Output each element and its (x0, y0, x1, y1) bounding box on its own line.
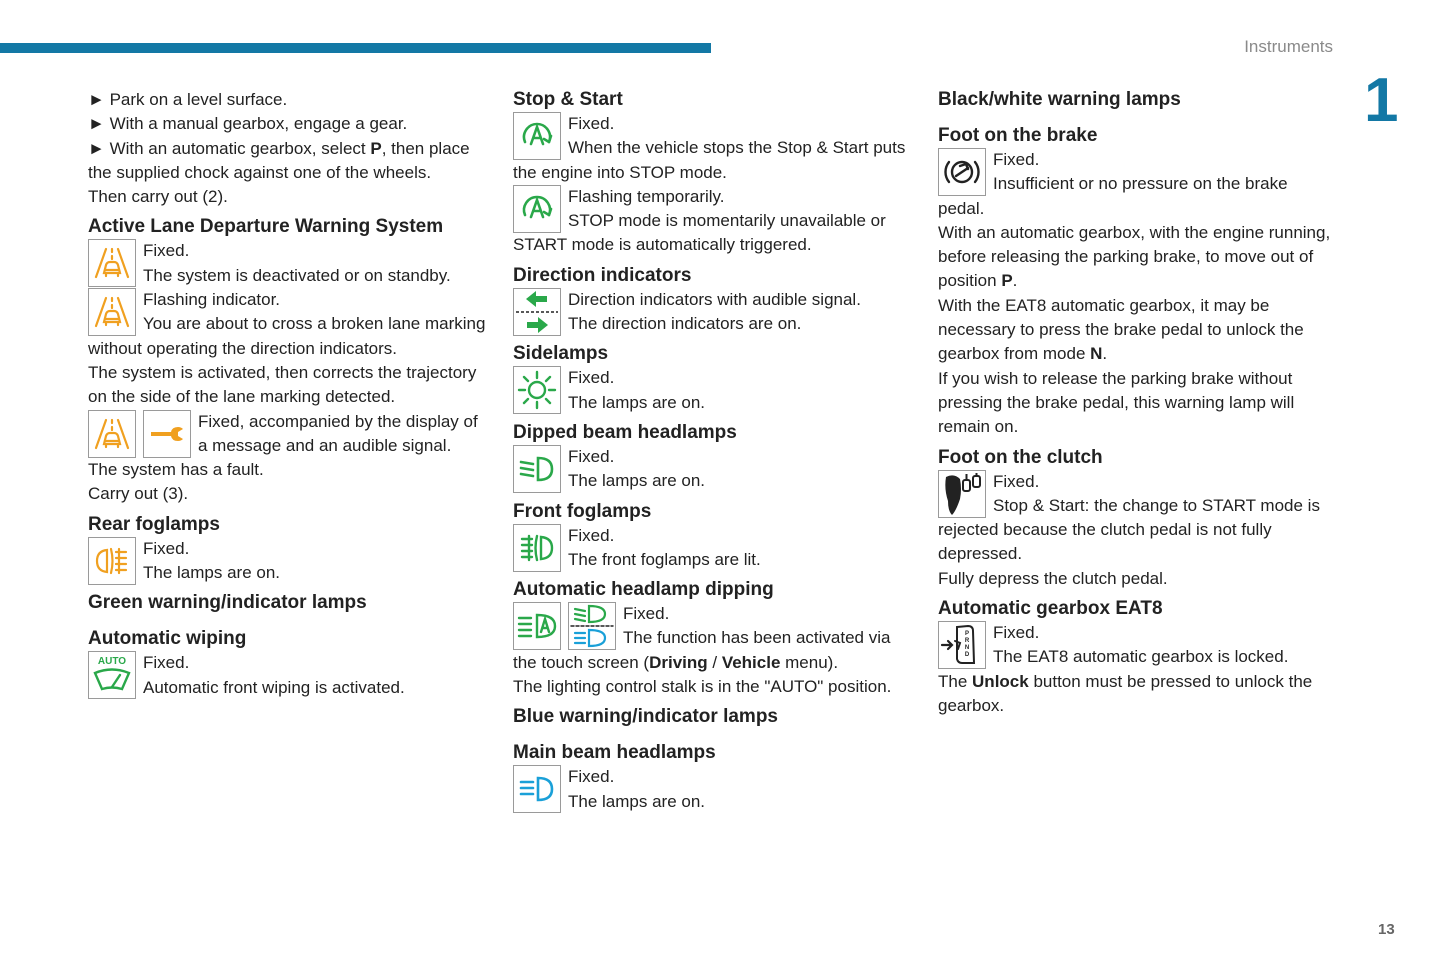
wrench-service-icon (143, 410, 191, 458)
lamp-automatic-wiping: AUTO Fixed. Automatic front wiping is activated. (88, 651, 488, 700)
stop-start-icon (513, 112, 561, 160)
lamp-stop-start-flashing: Flashing temporarily. STOP mode is momentarily unavailable or START mode is automatically triggered. (513, 186, 886, 255)
heading-front-foglamps: Front foglamps (513, 500, 652, 522)
lamp-aldws-flashing: Flashing indicator. You are about to cross a broken lane marking without operating the direction indicators. (88, 290, 486, 358)
heading-foot-brake: Foot on the brake (938, 125, 1098, 146)
header-accent-bar (0, 43, 711, 53)
heading-aldws: Active Lane Departure Warning System (88, 216, 444, 238)
heading-automatic-headlamp-dipping: Automatic headlamp dipping (513, 579, 774, 601)
lamp-stop-start-fixed: Fixed. When the vehicle stops the Stop & Start puts the engine into STOP mode. (513, 114, 906, 182)
gear-letter-p: P (964, 631, 970, 638)
heading-sidelamps: Sidelamps (513, 343, 609, 365)
heading-stop-start: Stop & Start (513, 89, 623, 110)
lamp-front-foglamps: Fixed. The front foglamps are lit. (513, 524, 908, 573)
gear-letter-n: N (964, 645, 970, 652)
chapter-number: 1 (1364, 66, 1399, 135)
heading-eat8: Automatic gearbox EAT8 (938, 598, 1163, 620)
beam-switch-icon (568, 602, 616, 650)
clutch-pedal-icon (938, 470, 986, 518)
lane-departure-icon (88, 288, 136, 336)
heading-bw-lamps: Black/white warning lamps (938, 89, 1181, 110)
step-3: ► With an automatic gearbox, select P, then place the supplied chock against one of the wheels. (88, 138, 470, 182)
heading-dipped-beam: Dipped beam headlamps (513, 421, 737, 443)
gear-selector-icon (938, 621, 986, 669)
lamp-foot-brake: Fixed. Insufficient or no pressure on the brake pedal. (938, 150, 1288, 218)
column-2: Stop & Start Fixed. When the vehicle stops the Stop & Start puts the engine into STOP mode. Flashing temporarily. STOP mode is momentarily unavailable or START mode is automatically triggered. Direction indicators Direction indicators with audible signal. The direction indicators are on. Sidelamps Fixed. The lamps are on. Dipped beam headlamps Fixed. The lamps are on. Front foglamps Fixed. The front foglamps are lit. Automatic headlamp dipping Fixed. The function has been activated via the touch screen (Driving / Vehicle menu). The lighting control stalk is in the "AUTO" position. Blue warning/indicator lamps Main beam headlamps Fixed. The lamps are on. (513, 88, 908, 814)
gear-letter-d: D (964, 652, 970, 659)
rear-foglamp-icon (88, 537, 136, 585)
auto-wiper-icon (88, 651, 136, 699)
page-number: 13 (1378, 921, 1395, 938)
heading-green-lamps: Green warning/indicator lamps (88, 592, 367, 614)
lamp-foot-clutch: Fixed. Stop & Start: the change to START mode is rejected because the clutch pedal is not fully depressed. (938, 471, 1320, 564)
column-3: Black/white warning lamps Foot on the brake Fixed. Insufficient or no pressure on the brake pedal. With an automatic gearbox, with the engine running, before releasing the parking brake, to move out of position P. With the EAT8 automatic gearbox, it may be necessary to press the brake pedal to unlock the gearbox from mode N. If you wish to release the parking brake without pressing the brake pedal, this warning lamp will remain on. Foot on the clutch Fixed. Stop & Start: the change to START mode is rejected because the clutch pedal is not fully depressed. Fully depress the clutch pedal. Automatic gearbox EAT8 P R N D Fixed. The EAT8 automatic gearbox is locked. The Unlock button must be pressed to unlock the gearbox. (938, 88, 1338, 718)
heading-automatic-wiping: Automatic wiping (88, 628, 247, 650)
column-1: ► Park on a level surface. ► With a manual gearbox, engage a gear. ► With an automatic gearbox, select P, then place the supplied chock against one of the wheels. Then carry out (2). Active Lane Departure Warning System Fixed. The system is deactivated or on standby. Flashing indicator. You are about to cross a broken lane marking without operating the direction indicators. The system is activated, then corrects the trajectory on the side of the lane marking detected. Fixed, accompanied by the display of a message and an audible signal. The system has a fault. Carry out (3). Rear foglamps Fixed. The lamps are on. Green warning/indicator lamps Automatic wiping AUTO Fixed. Automatic front wiping is activated. (88, 88, 488, 700)
lane-departure-icon (88, 410, 136, 458)
step-2: ► With a manual gearbox, engage a gear. (88, 114, 408, 134)
front-foglamp-icon (513, 524, 561, 572)
lamp-sidelamps: Fixed. The lamps are on. (513, 366, 908, 415)
lamp-direction-indicators: Direction indicators with audible signal. The direction indicators are on. (513, 288, 908, 337)
auto-dipping-icon (513, 602, 561, 650)
heading-blue-lamps: Blue warning/indicator lamps (513, 706, 778, 728)
dipped-beam-icon (513, 445, 561, 493)
then-carry-out: Then carry out (2). (88, 187, 228, 207)
heading-main-beam: Main beam headlamps (513, 742, 716, 764)
step-1: ► Park on a level surface. (88, 90, 288, 109)
brake-pedal-icon (938, 148, 986, 196)
lamp-aldws-fixed: Fixed. The system is deactivated or on standby. (88, 239, 488, 288)
main-beam-icon (513, 765, 561, 813)
lamp-dipped-beam: Fixed. The lamps are on. (513, 445, 908, 494)
section-title: Instruments (1244, 37, 1333, 56)
lamp-main-beam: Fixed. The lamps are on. (513, 765, 908, 814)
aldws-corrects: The system is activated, then corrects the trajectory on the side of the lane marking detected. (88, 362, 477, 407)
lamp-automatic-headlamp-dipping: Fixed. The function has been activated via the touch screen (Driving / Vehicle menu). (513, 604, 891, 672)
heading-direction-indicators: Direction indicators (513, 264, 692, 286)
heading-rear-foglamps: Rear foglamps (88, 513, 220, 535)
stop-start-icon (513, 185, 561, 233)
lamp-aldws-fault: Fixed, accompanied by the display of a message and an audible signal. (88, 410, 488, 459)
sidelamp-icon (513, 366, 561, 414)
auto-wiper-icon-text: AUTO (97, 656, 127, 668)
lamp-rear-foglamps: Fixed. The lamps are on. (88, 537, 488, 586)
gear-letter-r: R (964, 638, 970, 645)
lane-departure-icon (88, 239, 136, 287)
heading-foot-clutch: Foot on the clutch (938, 446, 1103, 468)
turn-signal-icon (513, 288, 561, 336)
lamp-eat8: P R N D Fixed. The EAT8 automatic gearbox is locked. (938, 621, 1338, 670)
